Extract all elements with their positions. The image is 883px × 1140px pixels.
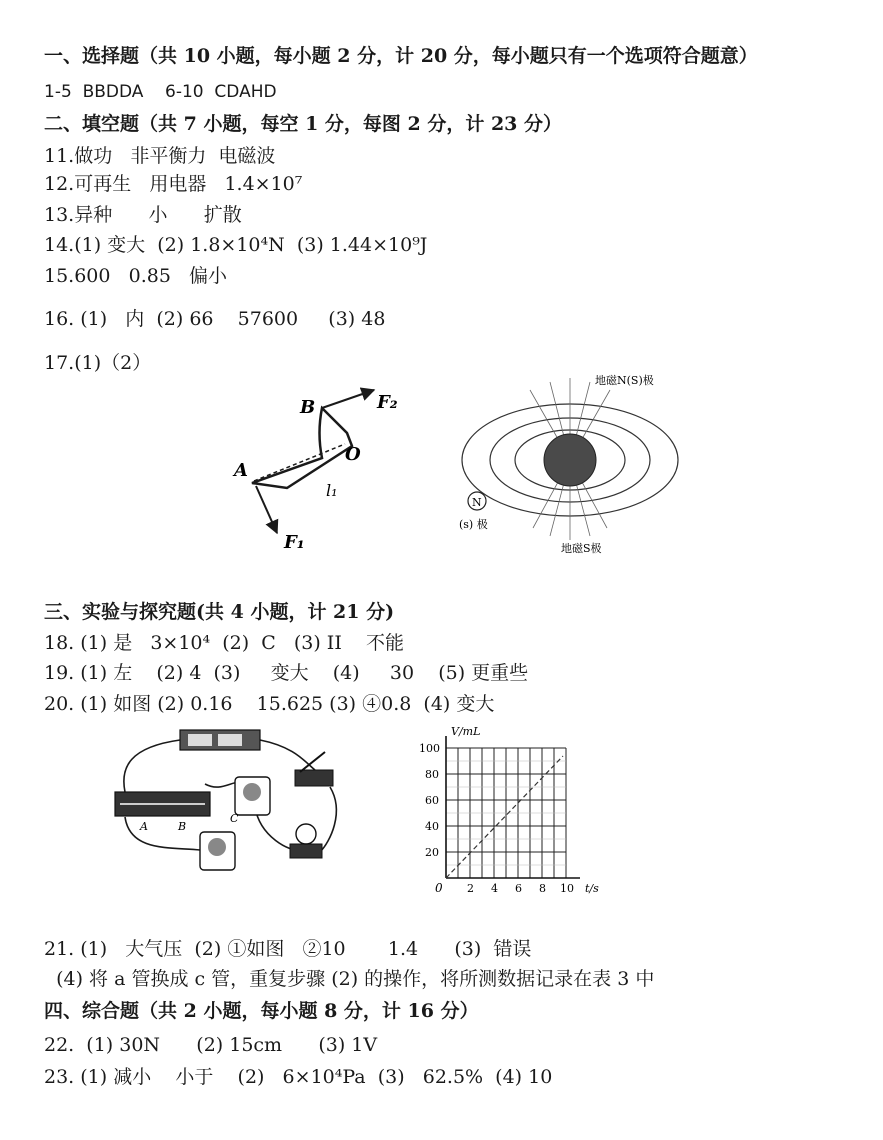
graph-ytick-40: 40 bbox=[425, 820, 439, 833]
graph-ytick-100: 100 bbox=[419, 742, 440, 755]
lever-arm-line bbox=[254, 444, 345, 481]
earth-bottom-label: 地磁S极 bbox=[561, 542, 602, 555]
answer-15: 15.600 0.85 偏小 bbox=[44, 265, 228, 287]
graph-origin: 0 bbox=[435, 881, 443, 895]
graph-ytick-60: 60 bbox=[425, 794, 439, 807]
compass-needle-label: N bbox=[472, 496, 482, 509]
graph-xtick-6: 6 bbox=[515, 882, 522, 895]
circuit-label-c: C bbox=[230, 812, 239, 825]
section-1-heading: 一、选择题（共 10 小题，每小题 2 分，计 20 分，每小题只有一个选项符合题意） bbox=[44, 45, 758, 67]
answer-20: 20. (1) 如图 (2) 0.16 15.625 (3) ④0.8 (4) 变大 bbox=[44, 693, 495, 715]
lever-body bbox=[252, 408, 352, 488]
circuit-diagram bbox=[110, 722, 350, 882]
answer-23: 23. (1) 减小 小于 (2) 6×10⁴Pa (3) 62.5% (4) 10 bbox=[44, 1066, 553, 1088]
answer-14: 14.(1) 变大 (2) 1.8×10⁴N (3) 1.44×10⁹J bbox=[44, 234, 428, 256]
section-4-heading: 四、综合题（共 2 小题，每小题 8 分，计 16 分） bbox=[44, 1000, 479, 1022]
lever-diagram bbox=[222, 378, 422, 558]
section-3-heading: 三、实验与探究题(共 4 小题，计 21 分) bbox=[44, 601, 395, 623]
earth-small-label: (s) 极 bbox=[459, 518, 488, 531]
label-b: B bbox=[300, 397, 316, 418]
graph-ytick-20: 20 bbox=[425, 846, 439, 859]
answer-13: 13.异种 小 扩散 bbox=[44, 204, 242, 226]
graph-ytick-80: 80 bbox=[425, 768, 439, 781]
answer-19: 19. (1) 左 (2) 4 (3) 变大 (4) 30 (5) 更重些 bbox=[44, 662, 529, 684]
answer-12: 12.可再生 用电器 1.4×10⁷ bbox=[44, 173, 303, 195]
graph-xtick-2: 2 bbox=[467, 882, 474, 895]
graph-xtick-8: 8 bbox=[539, 882, 546, 895]
answer-21-part1: 21. (1) 大气压 (2) ①如图 ②10 1.4 (3) 错误 bbox=[44, 938, 532, 960]
circuit-label-a: A bbox=[140, 820, 148, 833]
answer-22: 22. (1) 30N (2) 15cm (3) 1V bbox=[44, 1034, 378, 1056]
answer-18: 18. (1) 是 3×10⁴ (2) C (3) II 不能 bbox=[44, 632, 404, 654]
earth-top-label: 地磁N(S)极 bbox=[595, 374, 654, 387]
force-f1-arrow bbox=[256, 486, 277, 533]
answer-17: 17.(1)（2） bbox=[44, 352, 152, 374]
answer-11: 11.做功 非平衡力 电磁波 bbox=[44, 145, 276, 167]
label-o: O bbox=[345, 444, 361, 465]
graph-xtick-4: 4 bbox=[491, 882, 498, 895]
label-f2: F₂ bbox=[377, 392, 398, 413]
graph-xlabel: t/s bbox=[585, 882, 599, 895]
graph-xtick-10: 10 bbox=[560, 882, 574, 895]
section-2-heading: 二、填空题（共 7 小题，每空 1 分，每图 2 分，计 23 分） bbox=[44, 113, 563, 135]
label-f1: F₁ bbox=[284, 532, 305, 553]
answer-16: 16. (1) 内 (2) 66 57600 (3) 48 bbox=[44, 308, 386, 330]
graph-ylabel: V/mL bbox=[451, 725, 481, 738]
lamp-bulb bbox=[296, 824, 316, 844]
earth-magnetic-field-diagram bbox=[455, 368, 695, 558]
earth-globe bbox=[544, 434, 596, 486]
answers-1-10: 1-5 BBDDA 6-10 CDAHD bbox=[44, 82, 277, 102]
circuit-label-b: B bbox=[178, 820, 187, 833]
force-f2-arrow bbox=[322, 390, 374, 408]
lamp-base bbox=[290, 844, 322, 858]
label-l1: l₁ bbox=[326, 481, 338, 500]
volume-time-graph bbox=[415, 718, 615, 898]
label-a: A bbox=[234, 460, 248, 481]
answer-21-part2: (4) 将 a 管换成 c 管，重复步骤 (2) 的操作，将所测数据记录在表 3 中 bbox=[44, 968, 655, 990]
